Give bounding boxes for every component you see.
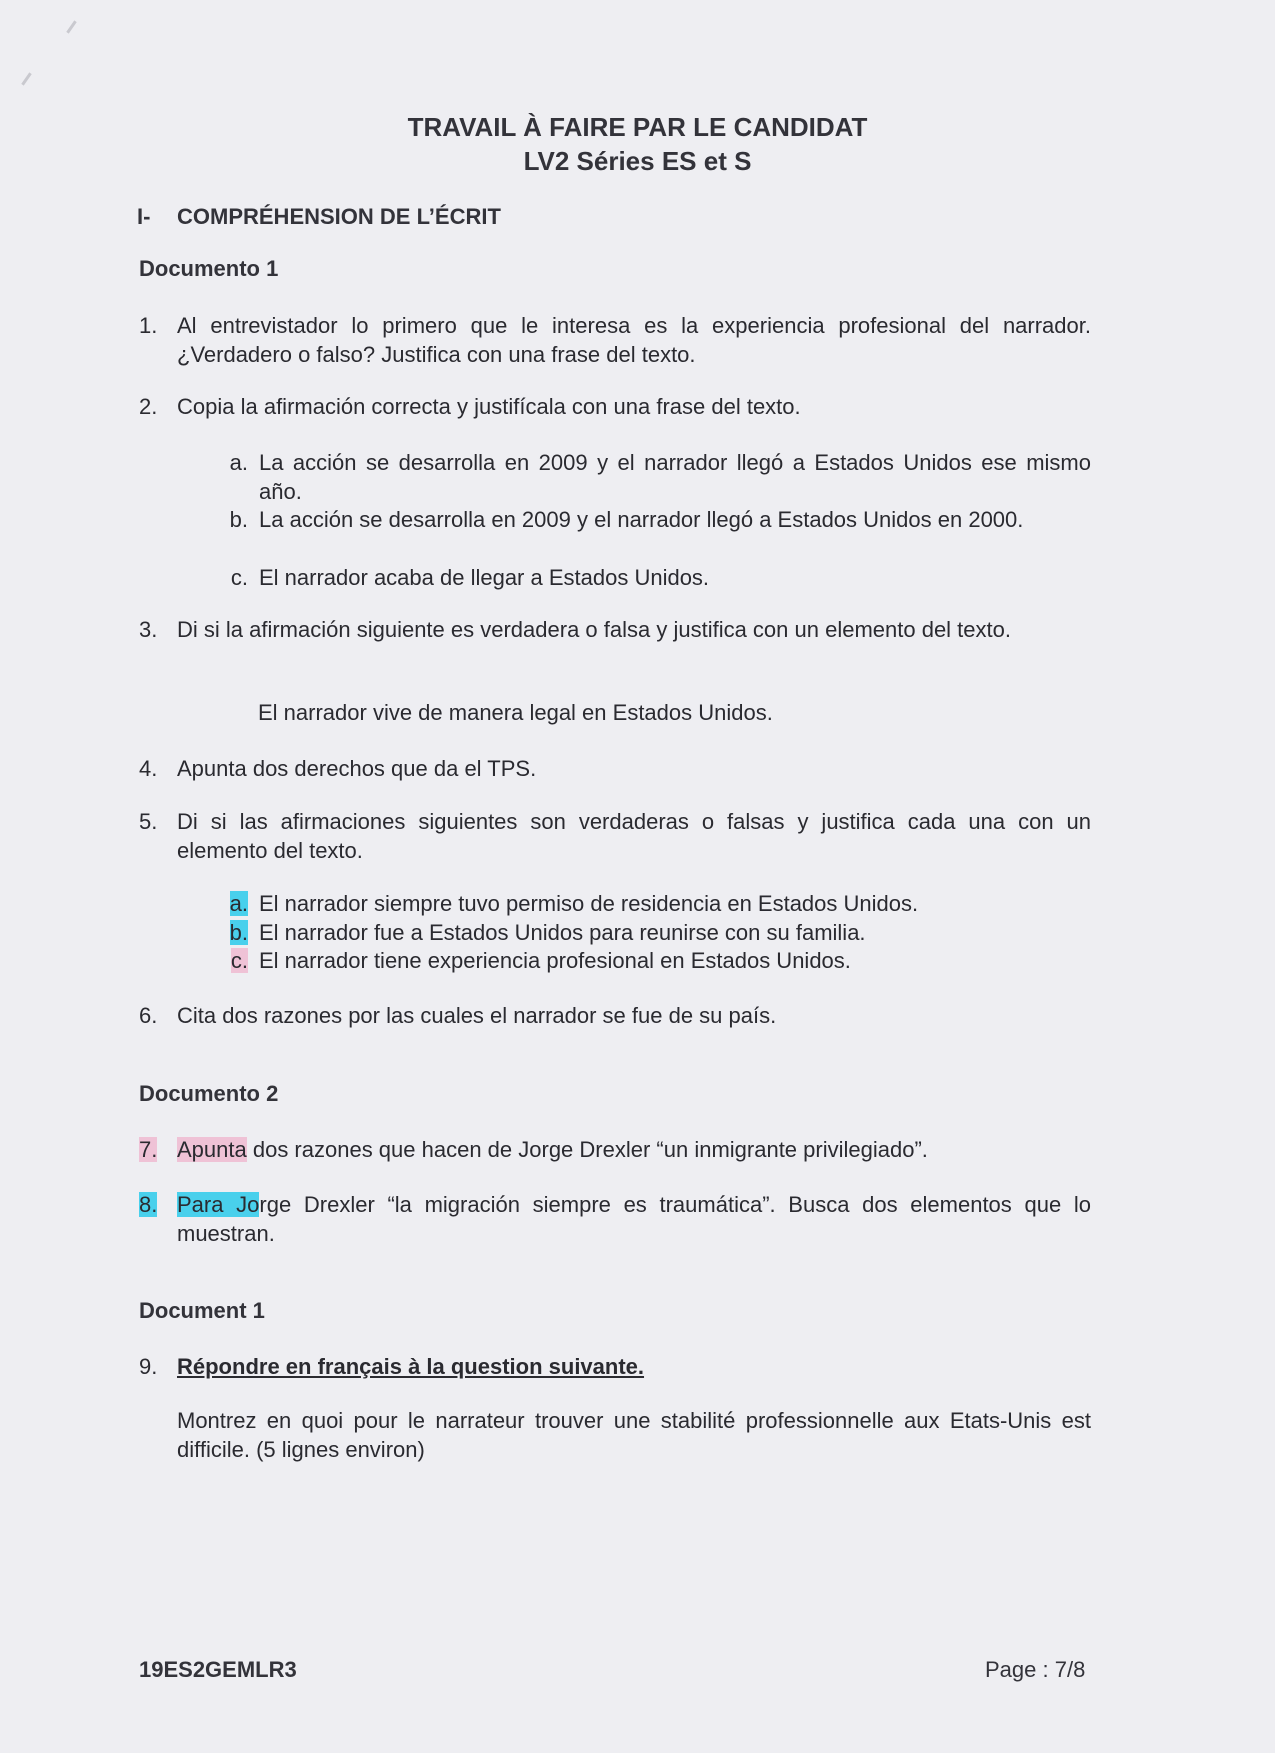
question-text: Di si la afirmación siguiente es verdadera o falsa y justifica con un elemento del texto. (177, 617, 1011, 642)
option-b (210, 918, 1091, 947)
question-9 (139, 1352, 1091, 1381)
option-text: La acción se desarrolla en 2009 y el narrador llegó a Estados Unidos ese mismo año. (259, 450, 1091, 504)
question-6 (139, 1001, 1091, 1030)
question-text: rge Drexler “la migración siempre es traumática”. Busca dos elementos que lo muestran. (177, 1192, 1091, 1246)
question-number: 3. (139, 617, 158, 642)
question-number: 4. (139, 756, 158, 781)
document-heading-1: Documento 1 (139, 256, 279, 281)
question-text: Di si las afirmaciones siguientes son verdaderas o falsas y justifica cada una con un elemento del texto. (177, 809, 1091, 863)
section-title: COMPRÉHENSION DE L’ÉCRIT (177, 204, 501, 229)
question-number: 2. (139, 394, 158, 419)
option-c (210, 946, 1091, 975)
question-text: Apunta dos derechos que da el TPS. (177, 756, 537, 781)
document-heading-2: Documento 2 (139, 1081, 279, 1106)
question-8 (139, 1190, 1091, 1248)
question-number: 5. (139, 809, 158, 834)
highlighted-text: Apunta (177, 1137, 247, 1162)
scan-mark (66, 20, 76, 33)
highlighted-text: Para Jo (177, 1192, 260, 1217)
section-number: I- (137, 204, 151, 229)
question-5 (139, 807, 1091, 865)
option-letter: c. (230, 948, 248, 973)
option-text: La acción se desarrolla en 2009 y el narrador llegó a Estados Unidos en 2000. (259, 507, 1024, 532)
option-letter: a. (229, 450, 248, 475)
statement: El narrador vive de manera legal en Estados Unidos. (258, 700, 773, 725)
question-text: dos razones que hacen de Jorge Drexler “un inmigrante privilegiado”. (246, 1137, 928, 1162)
section-heading (137, 204, 501, 230)
option-letter: b. (229, 507, 248, 532)
question-3 (139, 615, 1091, 644)
question-number: 9. (139, 1354, 158, 1379)
page-title: TRAVAIL À FAIRE PAR LE CANDIDAT (407, 112, 868, 142)
question-number: 7. (139, 1137, 158, 1162)
option-letter: a. (229, 891, 248, 916)
question-number: 6. (139, 1003, 158, 1028)
option-b (210, 505, 1091, 534)
option-text: El narrador siempre tuvo permiso de residencia en Estados Unidos. (259, 891, 919, 916)
page-number: Page : 7/8 (985, 1657, 1086, 1682)
exam-code: 19ES2GEMLR3 (139, 1657, 297, 1682)
option-a (210, 448, 1091, 506)
option-letter: b. (229, 920, 248, 945)
question-text: Cita dos razones por las cuales el narrador se fue de su país. (177, 1003, 777, 1028)
question-number: 8. (139, 1192, 158, 1217)
option-letter: c. (230, 565, 248, 590)
question-2 (139, 392, 1091, 421)
question-7 (139, 1135, 1091, 1164)
option-text: El narrador acaba de llegar a Estados Unidos. (259, 565, 710, 590)
option-a (210, 889, 1091, 918)
document-heading-fr: Document 1 (139, 1298, 265, 1323)
option-c (210, 563, 1091, 592)
option-text: El narrador fue a Estados Unidos para reunirse con su familia. (259, 920, 866, 945)
question-number: 1. (139, 313, 158, 338)
question-text: Al entrevistador lo primero que le interesa es la experiencia profesional del narrador. ¿Verdadero o falso? Justifica con una frase del texto. (177, 313, 1091, 367)
question-text: Copia la afirmación correcta y justifícala con una frase del texto. (177, 394, 801, 419)
scan-mark (21, 72, 31, 85)
question-9-text: Montrez en quoi pour le narrateur trouver une stabilité professionnelle aux Etats-Unis est difficile. (5 lignes environ) (177, 1408, 1091, 1462)
question-4 (139, 754, 1091, 783)
page-subtitle: LV2 Séries ES et S (523, 146, 752, 176)
option-text: El narrador tiene experiencia profesional en Estados Unidos. (259, 948, 851, 973)
question-instruction: Répondre en français à la question suivante. (177, 1354, 645, 1379)
question-1 (139, 311, 1091, 369)
